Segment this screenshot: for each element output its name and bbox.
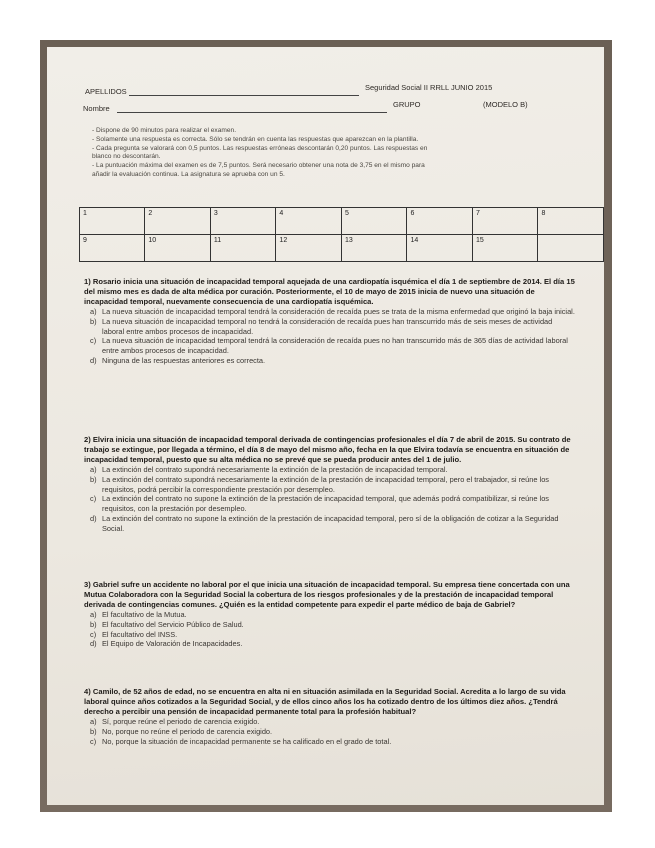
answer-option	[84, 717, 576, 727]
option-letter: c)	[90, 629, 97, 639]
answer-cell[interactable]: 1	[80, 208, 145, 235]
option-text: El facultativo del Servicio Público de Salud.	[102, 619, 244, 629]
instructions-box	[92, 127, 592, 180]
answer-cell[interactable]: 15	[472, 235, 538, 262]
answer-cell[interactable]: 11	[210, 235, 276, 262]
option-letter: a)	[90, 717, 97, 727]
question-stem: 1) Rosario inicia una situación de incapacidad temporal aquejada de una cardiopatía isquémica el día 1 de septiembre de 2014. El día 15 del mismo mes es dada de alta médica por curación. Posteriormente, el 10 de mayo de 2015 inicia de nuevo una situación de incapacidad temporal, nuevamente consecuencia de una cardiopatía isquémica.	[84, 277, 575, 307]
question-3	[84, 580, 576, 649]
option-letter: c)	[90, 494, 97, 504]
option-letter: d)	[90, 639, 97, 649]
option-letter: a)	[90, 307, 97, 317]
answer-option	[84, 610, 576, 620]
answer-cell[interactable]: 7	[472, 208, 538, 235]
option-text: No, porque la situación de incapacidad permanente se ha calificado en el grado de total.	[102, 736, 392, 746]
option-letter: b)	[90, 474, 97, 484]
nombre-label: Nombre	[83, 104, 110, 113]
option-letter: b)	[90, 726, 97, 736]
option-letter: b)	[90, 619, 97, 629]
question-stem: 3) Gabriel sufre un accidente no laboral por el que inicia una situación de incapacidad temporal. Su empresa tiene concertada con una Mutua Colaboradora con la Seguridad Social la cobertura de los riesgos profesionales y de la prestación de incapacidad temporal derivada de contingencias comunes. ¿Quién es la entidad competente para expedir el parte médico de baja de Gabriel?	[84, 580, 570, 610]
option-text: La nueva situación de incapacidad temporal tendrá la consideración de recaída pues no han transcurrido más de 365 días de actividad laboral entre ambos procesos de incapacidad.	[102, 336, 568, 356]
option-letter: d)	[90, 513, 97, 523]
exam-sheet	[47, 47, 604, 805]
answer-cell[interactable]: 12	[276, 235, 342, 262]
instruction-line: - La puntuación máxima del examen es de 7,5 puntos. Será necesario obtener una nota de 3,75 en el mismo para	[92, 162, 425, 170]
answer-grid-row	[80, 235, 604, 262]
question-stem: 4) Camilo, de 52 años de edad, no se encuentra en alta ni en situación asimilada en la Seguridad Social. Acredita a lo largo de su vida laboral quince años cotizados a la Seguridad Social, y de ellos cinco años los ha cotizado dentro de los últimos diez años. ¿Tendrá derecho a percibir una pensión de incapacidad permanente total para la profesión habitual?	[84, 687, 566, 717]
answer-option	[84, 494, 576, 514]
answer-option	[84, 737, 576, 747]
answer-cell[interactable]: 13	[341, 235, 407, 262]
instruction-line: añadir la evaluación continua. La asignatura se aprueba con un 5.	[92, 170, 285, 178]
apellidos-label: APELLIDOS	[85, 87, 127, 96]
answer-option	[84, 514, 576, 534]
option-text: La nueva situación de incapacidad temporal tendrá la consideración de recaída pues se trata de la misma enfermedad que originó la baja inicial.	[102, 307, 575, 317]
apellidos-field[interactable]	[129, 95, 359, 96]
option-text: El facultativo de la Mutua.	[102, 610, 187, 620]
option-letter: a)	[90, 465, 97, 475]
answer-grid	[79, 207, 604, 262]
question-2	[84, 435, 576, 533]
option-text: El Equipo de Valoración de Incapacidades.	[102, 639, 243, 649]
answer-option	[84, 307, 576, 317]
answer-option	[84, 639, 576, 649]
instruction-line: - Solamente una respuesta es correcta. Sólo se tendrán en cuenta las respuestas que aparezcan en la plantilla.	[92, 135, 419, 143]
option-text: La extinción del contrato no supone la extinción de la prestación de incapacidad temporal, que además podrá compatibilizar, si reúne los requisitos, con la prestación por desempleo.	[102, 494, 549, 514]
answer-option	[84, 727, 576, 737]
answer-cell[interactable]: 5	[341, 208, 407, 235]
answer-grid-row	[80, 208, 604, 235]
nombre-field[interactable]	[117, 112, 387, 113]
option-letter: d)	[90, 355, 97, 365]
option-letter: c)	[90, 336, 97, 346]
answer-option	[84, 620, 576, 630]
answer-cell[interactable]: 2	[145, 208, 211, 235]
answer-cell[interactable]: 4	[276, 208, 342, 235]
option-text: El facultativo del INSS.	[102, 629, 178, 639]
option-letter: a)	[90, 610, 97, 620]
answer-option	[84, 317, 576, 337]
option-text: La nueva situación de incapacidad temporal no tendrá la consideración de recaída pues han transcurrido más de seis meses de actividad laboral entre ambos procesos de incapacidad.	[102, 316, 553, 336]
answer-option	[84, 630, 576, 640]
answer-option	[84, 336, 576, 356]
exam-info: Seguridad Social II RRLL JUNIO 2015	[365, 83, 493, 92]
instruction-line: - Dispone de 90 minutos para realizar el examen.	[92, 127, 237, 134]
answer-cell[interactable]: 14	[407, 235, 473, 262]
answer-option	[84, 475, 576, 495]
option-letter: c)	[90, 736, 97, 746]
answer-cell[interactable]: 10	[145, 235, 211, 262]
answer-cell[interactable]: 9	[80, 235, 145, 262]
answer-cell[interactable]: 8	[538, 208, 604, 235]
answer-cell[interactable]: 6	[407, 208, 473, 235]
question-1	[84, 277, 576, 366]
question-4	[84, 687, 576, 746]
answer-option	[84, 356, 576, 366]
option-text: Ninguna de las respuestas anteriores es correcta.	[102, 355, 266, 365]
option-letter: b)	[90, 316, 97, 326]
answer-option	[84, 465, 576, 475]
option-text: Sí, porque reúne el periodo de carencia exigido.	[102, 717, 260, 727]
option-text: No, porque no reúne el periodo de carencia exigido.	[102, 726, 273, 736]
option-text: La extinción del contrato supondrá necesariamente la extinción de la prestación de incapacidad temporal, pero el trabajador, si reúne los requisitos, podrá percibir la correspondiente prestación por desempleo.	[102, 474, 549, 494]
modelo-label: (MODELO B)	[483, 100, 528, 109]
answer-cell[interactable]	[538, 235, 604, 262]
instruction-line: - Cada pregunta se valorará con 0,5 puntos. Las respuestas erróneas descontarán 0,20 puntos. Las respuestas en	[92, 144, 428, 152]
answer-cell[interactable]: 3	[210, 208, 276, 235]
grupo-label: GRUPO	[393, 100, 421, 109]
option-text: La extinción del contrato no supone la extinción de la prestación de incapacidad temporal, pero sí de la obligación de cotizar a la Seguridad Social.	[102, 513, 559, 533]
instruction-line: blanco no descontarán.	[92, 153, 161, 161]
question-stem: 2) Elvira inicia una situación de incapacidad temporal derivada de contingencias profesionales el día 7 de abril de 2015. Su contrato de trabajo se extingue, por llegada a término, el día 8 de mayo del mismo año, fecha en la que Elvira todavía se encuentra en situación de incapacidad temporal, puesto que su alta médica no se prevé que se pueda producir antes del 1 de julio.	[84, 435, 571, 465]
option-text: La extinción del contrato supondrá necesariamente la extinción de la prestación de incapacidad temporal.	[102, 465, 448, 475]
